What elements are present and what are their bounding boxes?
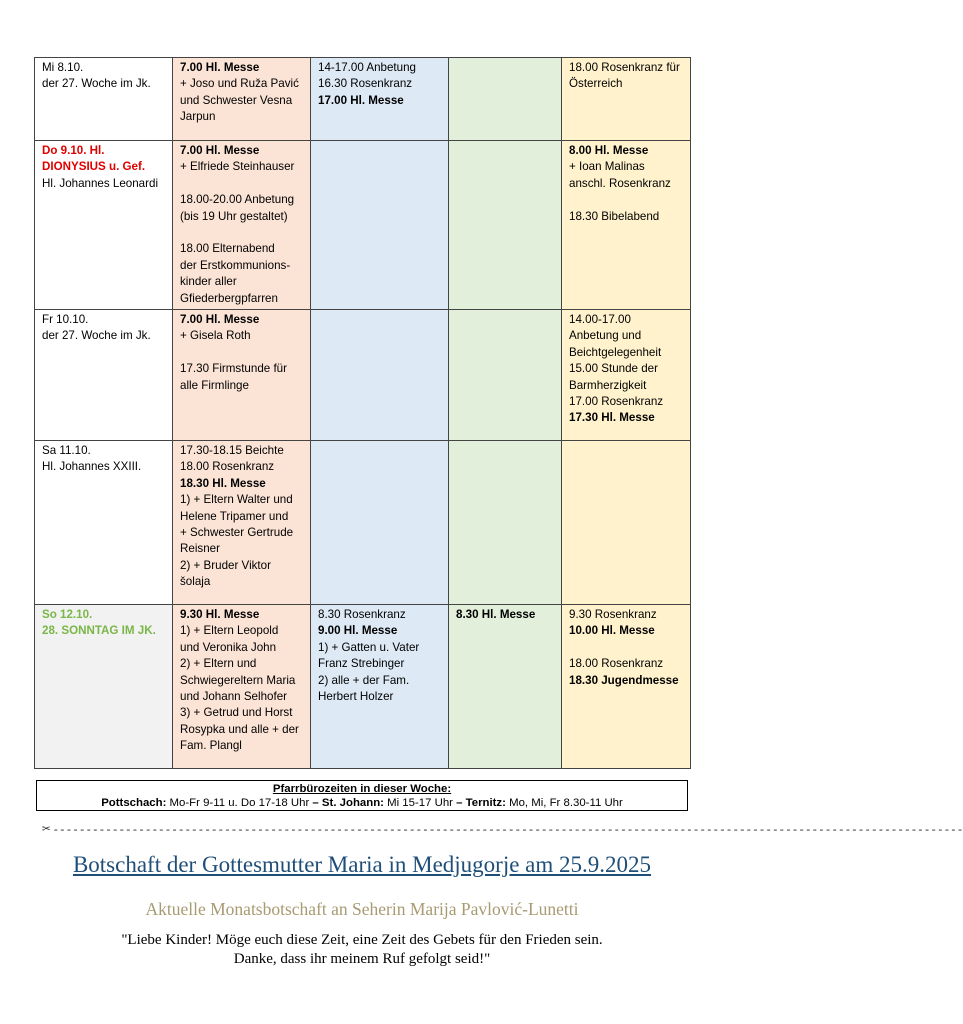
ternitz-label: Ternitz: <box>462 797 506 809</box>
schedule-line: 17.00 Hl. Messe <box>318 93 404 107</box>
ternitz-cell <box>562 141 691 310</box>
schedule-line <box>180 176 304 192</box>
schedule-line: 7.00 Hl. Messe <box>180 61 260 74</box>
schedule-line: 18.30 Bibelabend <box>569 209 660 223</box>
schedule-line: So 12.10. <box>42 608 93 622</box>
schedule-line: alle Firmlinge <box>180 378 249 392</box>
scissors-icon: ✂ <box>42 822 51 838</box>
schedule-line <box>180 345 304 361</box>
schedule-line: 9.00 Hl. Messe <box>318 624 398 638</box>
schedule-line: Herbert Holzer <box>318 690 394 704</box>
mass-schedule-table <box>34 57 691 769</box>
schedule-line: 1) + Gatten u. Vater <box>318 640 420 654</box>
pottschach-hours: Mo-Fr 9-11 u. Do 17-18 Uhr <box>166 797 313 809</box>
schedule-line: 8.00 Hl. Messe <box>569 144 649 157</box>
third-parish-cell <box>449 141 562 310</box>
ternitz-cell <box>562 310 691 441</box>
third-parish-cell <box>449 441 562 605</box>
schedule-line: 2) alle + der Fam. <box>318 673 410 687</box>
schedule-line: Fr 10.10. <box>42 313 89 327</box>
schedule-line: (bis 19 Uhr gestaltet) <box>180 209 288 223</box>
schedule-row <box>35 58 691 141</box>
day-cell <box>35 141 173 310</box>
schedule-line: 18.00-20.00 Anbetung <box>180 193 295 207</box>
schedule-line: 17.30-18.15 Beichte <box>180 444 284 458</box>
separator: – <box>312 797 319 809</box>
schedule-line: und Veronika John <box>180 640 277 654</box>
quote-line: Danke, dass ihr meinem Ruf gefolgt seid!" <box>233 951 491 967</box>
schedule-line <box>180 225 304 241</box>
schedule-line: anschl. Rosenkranz <box>569 176 671 190</box>
schedule-line: Anbetung und <box>569 329 642 343</box>
schedule-row <box>35 441 691 605</box>
ternitz-hours: Mo, Mi, Fr 8.30-11 Uhr <box>505 797 623 809</box>
schedule-line: 16.30 Rosenkranz <box>318 77 413 91</box>
schedule-line: Helene Tripamer und <box>180 509 289 523</box>
cut-line <box>42 822 963 838</box>
pottschach-cell <box>173 310 311 441</box>
ternitz-cell <box>562 58 691 141</box>
schedule-line <box>569 640 684 656</box>
separator: – <box>456 797 463 809</box>
message-title: Botschaft der Gottesmutter Maria in Medjugorje am 25.9.2025 <box>72 852 652 877</box>
schedule-line: 18.00 Rosenkranz <box>569 657 664 671</box>
schedule-line <box>569 192 684 208</box>
pottschach-label: Pottschach: <box>101 797 167 809</box>
schedule-line: Hl. Johannes Leonardi <box>42 176 159 190</box>
message-subtitle: Aktuelle Monatsbotschaft an Seherin Marija Pavlović-Lunetti <box>145 899 579 919</box>
schedule-row <box>35 605 691 769</box>
schedule-line: 9.30 Rosenkranz <box>569 608 657 622</box>
schedule-line: der 27. Woche im Jk. <box>42 329 151 343</box>
parish-office-hours <box>36 780 688 811</box>
schedule-line: Sa 11.10. <box>42 444 91 458</box>
ternitz-cell <box>562 605 691 769</box>
schedule-line: Hl. Johannes XXIII. <box>42 460 142 474</box>
third-parish-cell <box>449 310 562 441</box>
schedule-line: 1) + Eltern Leopold <box>180 624 279 638</box>
schedule-line: Do 9.10. Hl. <box>42 144 105 157</box>
schedule-row <box>35 310 691 441</box>
schedule-line: šolaja <box>180 575 211 589</box>
schedule-line: + Elfriede Steinhauser <box>180 160 295 174</box>
st-johann-cell <box>311 58 449 141</box>
st-johann-cell <box>311 310 449 441</box>
schedule-body <box>35 58 691 769</box>
day-cell <box>35 441 173 605</box>
pottschach-cell <box>173 605 311 769</box>
schedule-line: Schwiegereltern Maria <box>180 673 296 687</box>
schedule-line: Jarpun <box>180 110 216 124</box>
schedule-line: der 27. Woche im Jk. <box>42 77 151 91</box>
schedule-line: Rosypka und alle + der <box>180 722 299 736</box>
schedule-line: 14-17.00 Anbetung <box>318 61 416 74</box>
st-johann-label: St. Johann: <box>318 797 384 809</box>
schedule-line: + Gisela Roth <box>180 329 251 343</box>
schedule-line: DIONYSIUS u. Gef. <box>42 160 146 174</box>
office-hours-title: Pfarrbürozeiten in dieser Woche: <box>272 783 452 795</box>
schedule-line: + Ioan Malinas <box>569 160 645 174</box>
schedule-line: Franz Strebinger <box>318 657 405 671</box>
cut-dashes: ------------------------------------------------------------------------------------------------------------------------------------------ <box>52 825 963 837</box>
pottschach-cell <box>173 441 311 605</box>
day-cell <box>35 605 173 769</box>
schedule-line: und Johann Selhofer <box>180 690 288 704</box>
st-johann-cell <box>311 141 449 310</box>
schedule-line: und Schwester Vesna <box>180 93 293 107</box>
schedule-line: 2) + Bruder Viktor <box>180 558 271 572</box>
pottschach-cell <box>173 58 311 141</box>
schedule-line: 1) + Eltern Walter und <box>180 493 293 507</box>
schedule-line: 18.00 Rosenkranz <box>180 460 275 474</box>
pottschach-cell <box>173 141 311 310</box>
st-johann-cell <box>311 605 449 769</box>
schedule-line: 28. SONNTAG IM JK. <box>42 624 156 638</box>
schedule-line: Reisner <box>180 542 220 556</box>
schedule-line: der Erstkommunions- <box>180 258 291 272</box>
schedule-line: Österreich <box>569 77 623 91</box>
schedule-line: 7.00 Hl. Messe <box>180 144 260 157</box>
schedule-line: kinder aller <box>180 275 237 289</box>
office-hours-line <box>101 797 623 809</box>
schedule-line: 17.30 Hl. Messe <box>569 411 655 425</box>
schedule-line: Fam. Plangl <box>180 739 242 753</box>
schedule-line: Gfiederbergpfarren <box>180 291 278 305</box>
schedule-line: 18.00 Rosenkranz für <box>569 61 680 74</box>
schedule-line: 2) + Eltern und <box>180 657 257 671</box>
schedule-line: 17.00 Rosenkranz <box>569 395 664 409</box>
schedule-line: 8.30 Hl. Messe <box>456 608 536 622</box>
schedule-line: + Schwester Gertrude <box>180 526 294 540</box>
message-quote <box>0 931 724 969</box>
schedule-line: 18.30 Jugendmesse <box>569 673 679 687</box>
schedule-line: Barmherzigkeit <box>569 378 647 392</box>
schedule-line: + Joso und Ruža Pavić <box>180 77 299 91</box>
schedule-line: 18.30 Hl. Messe <box>180 476 266 490</box>
schedule-line: Beichtgelegenheit <box>569 345 662 359</box>
schedule-line: 14.00-17.00 <box>569 313 631 327</box>
day-cell <box>35 58 173 141</box>
schedule-row <box>35 141 691 310</box>
schedule-line: 9.30 Hl. Messe <box>180 608 260 622</box>
schedule-line: 18.00 Elternabend <box>180 242 275 256</box>
third-parish-cell <box>449 58 562 141</box>
schedule-line: 15.00 Stunde der <box>569 362 658 376</box>
st-johann-cell <box>311 441 449 605</box>
schedule-line: 17.30 Firmstunde für <box>180 362 287 376</box>
schedule-line: Mi 8.10. <box>42 61 84 74</box>
schedule-line: 3) + Getrud und Horst <box>180 706 293 720</box>
third-parish-cell <box>449 605 562 769</box>
day-cell <box>35 310 173 441</box>
st-johann-hours: Mi 15-17 Uhr <box>383 797 457 809</box>
schedule-line: 10.00 Hl. Messe <box>569 624 655 638</box>
quote-line: "Liebe Kinder! Möge euch diese Zeit, eine Zeit des Gebets für den Frieden sein. <box>121 932 603 948</box>
schedule-line: 8.30 Rosenkranz <box>318 608 406 622</box>
ternitz-cell <box>562 441 691 605</box>
schedule-line: 7.00 Hl. Messe <box>180 313 260 327</box>
